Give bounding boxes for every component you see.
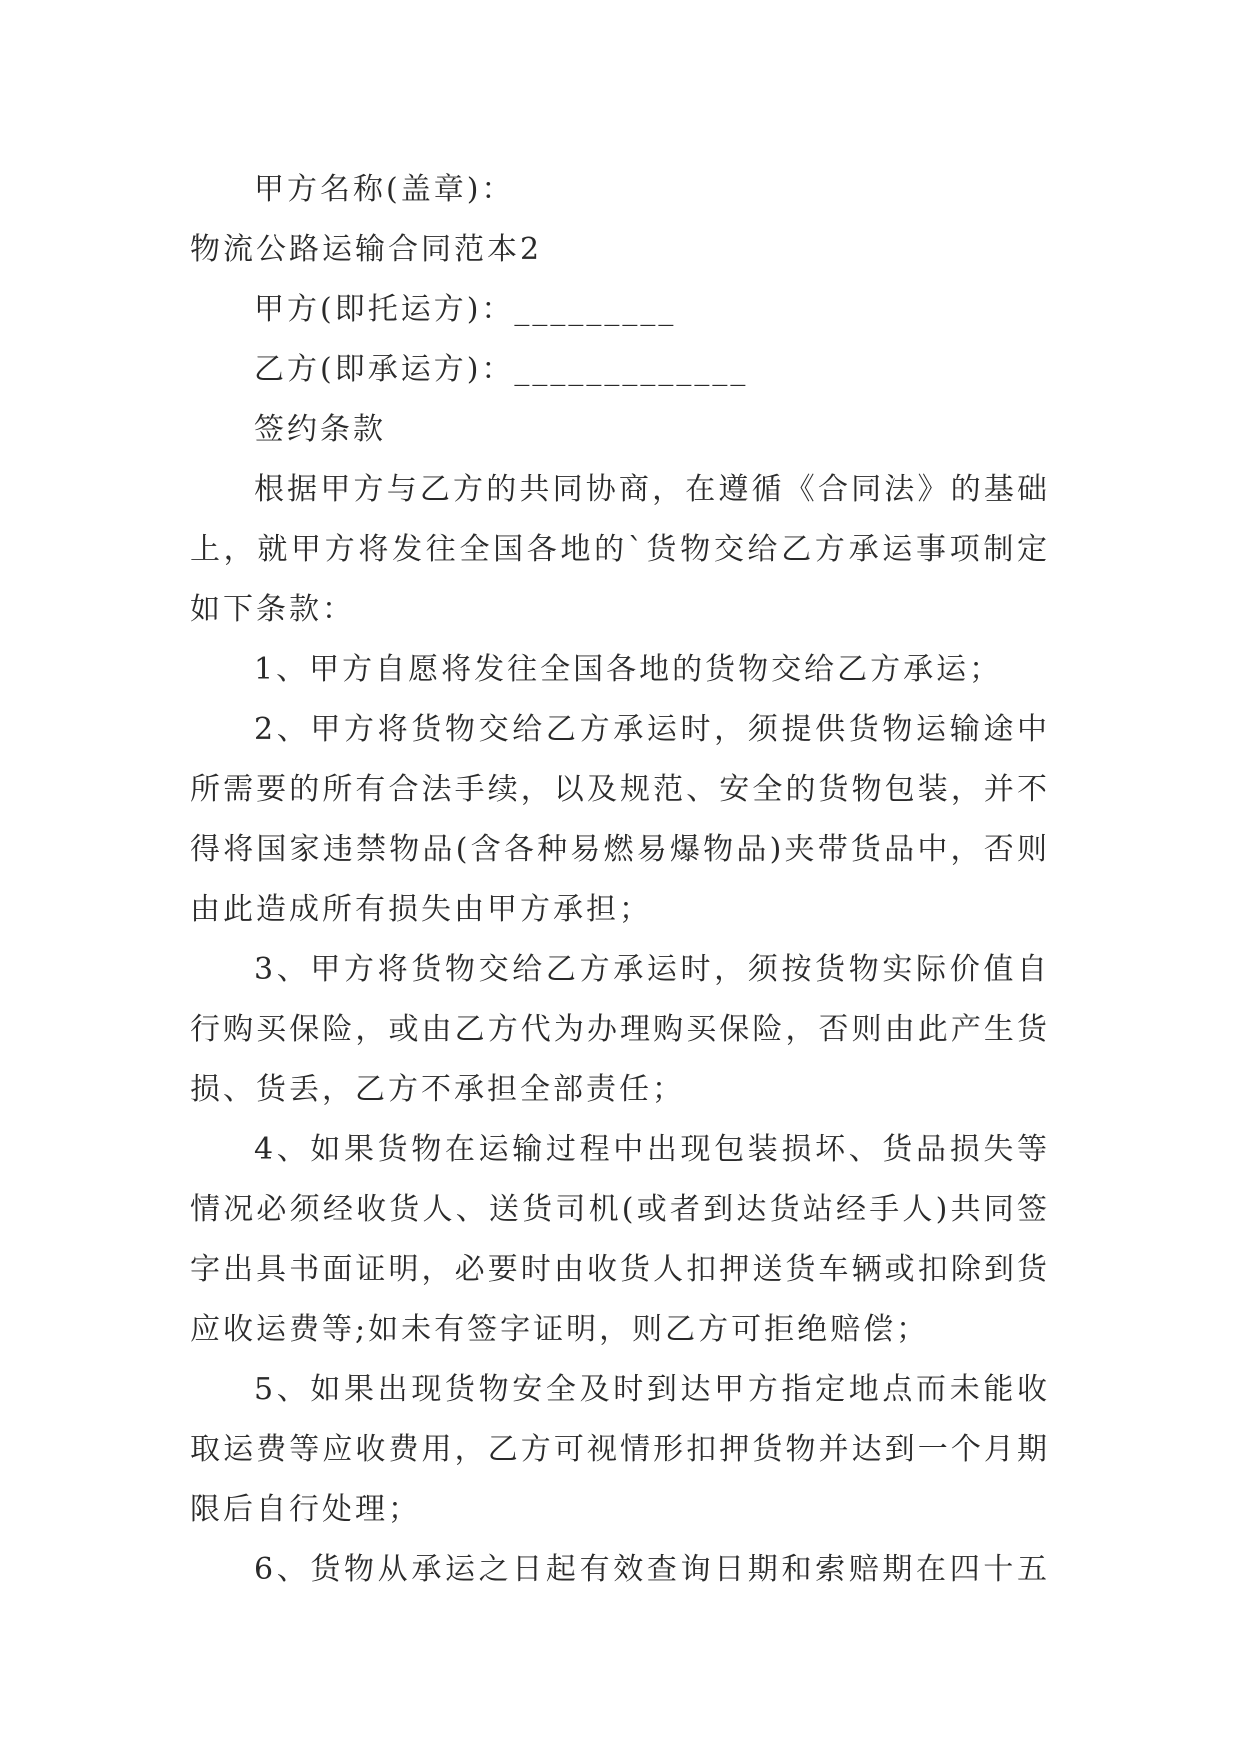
clause-6-line-1: 6、货物从承运之日起有效查询日期和索赔期在四十五	[254, 1552, 1050, 1587]
clause-3-line-2: 行购买保险，或由乙方代为办理购买保险，否则由此产生货	[190, 1012, 1050, 1047]
clause-3-line-1: 3、甲方将货物交给乙方承运时，须按货物实际价值自	[254, 952, 1050, 987]
clause-4-line-2: 情况必须经收货人、送货司机(或者到达货站经手人)共同签	[190, 1192, 1050, 1227]
party-b-carrier-line: 乙方(即承运方)：_____________	[254, 352, 749, 387]
clause-3-line-3: 损、货丢，乙方不承担全部责任；	[190, 1072, 685, 1107]
clause-2-line-3: 得将国家违禁物品(含各种易燃易爆物品)夹带货品中，否则	[190, 832, 1050, 867]
clause-2-line-4: 由此造成所有损失由甲方承担；	[190, 892, 652, 927]
intro-paragraph-line-1: 根据甲方与乙方的共同协商，在遵循《合同法》的基础	[254, 472, 1050, 507]
clause-4-line-1: 4、如果货物在运输过程中出现包装损坏、货品损失等	[254, 1132, 1050, 1167]
clause-5-line-1: 5、如果出现货物安全及时到达甲方指定地点而未能收	[254, 1372, 1050, 1407]
intro-paragraph-line-3: 如下条款：	[190, 592, 355, 627]
clause-1-line-1: 1、甲方自愿将发往全国各地的货物交给乙方承运；	[254, 652, 1003, 687]
clause-5-line-3: 限后自行处理；	[190, 1492, 421, 1527]
document-body	[190, 160, 1050, 1600]
clause-5-line-2: 取运费等应收费用，乙方可视情形扣押货物并达到一个月期	[190, 1432, 1050, 1467]
party-a-name-line: 甲方名称(盖章)：	[254, 172, 515, 207]
clause-2-line-1: 2、甲方将货物交给乙方承运时，须提供货物运输途中	[254, 712, 1050, 747]
clause-2-line-2: 所需要的所有合法手续，以及规范、安全的货物包装，并不	[190, 772, 1050, 807]
clause-4-line-4: 应收运费等;如未有签字证明，则乙方可拒绝赔偿；	[190, 1312, 930, 1347]
intro-paragraph-line-2: 上，就甲方将发往全国各地的`货物交给乙方承运事项制定	[190, 532, 1050, 567]
party-a-consignor-line: 甲方(即托运方)：_________	[254, 292, 677, 327]
clause-4-line-3: 字出具书面证明，必要时由收货人扣押送货车辆或扣除到货	[190, 1252, 1050, 1287]
contract-title: 物流公路运输合同范本2	[190, 232, 543, 267]
section-heading-terms: 签约条款	[254, 412, 386, 447]
